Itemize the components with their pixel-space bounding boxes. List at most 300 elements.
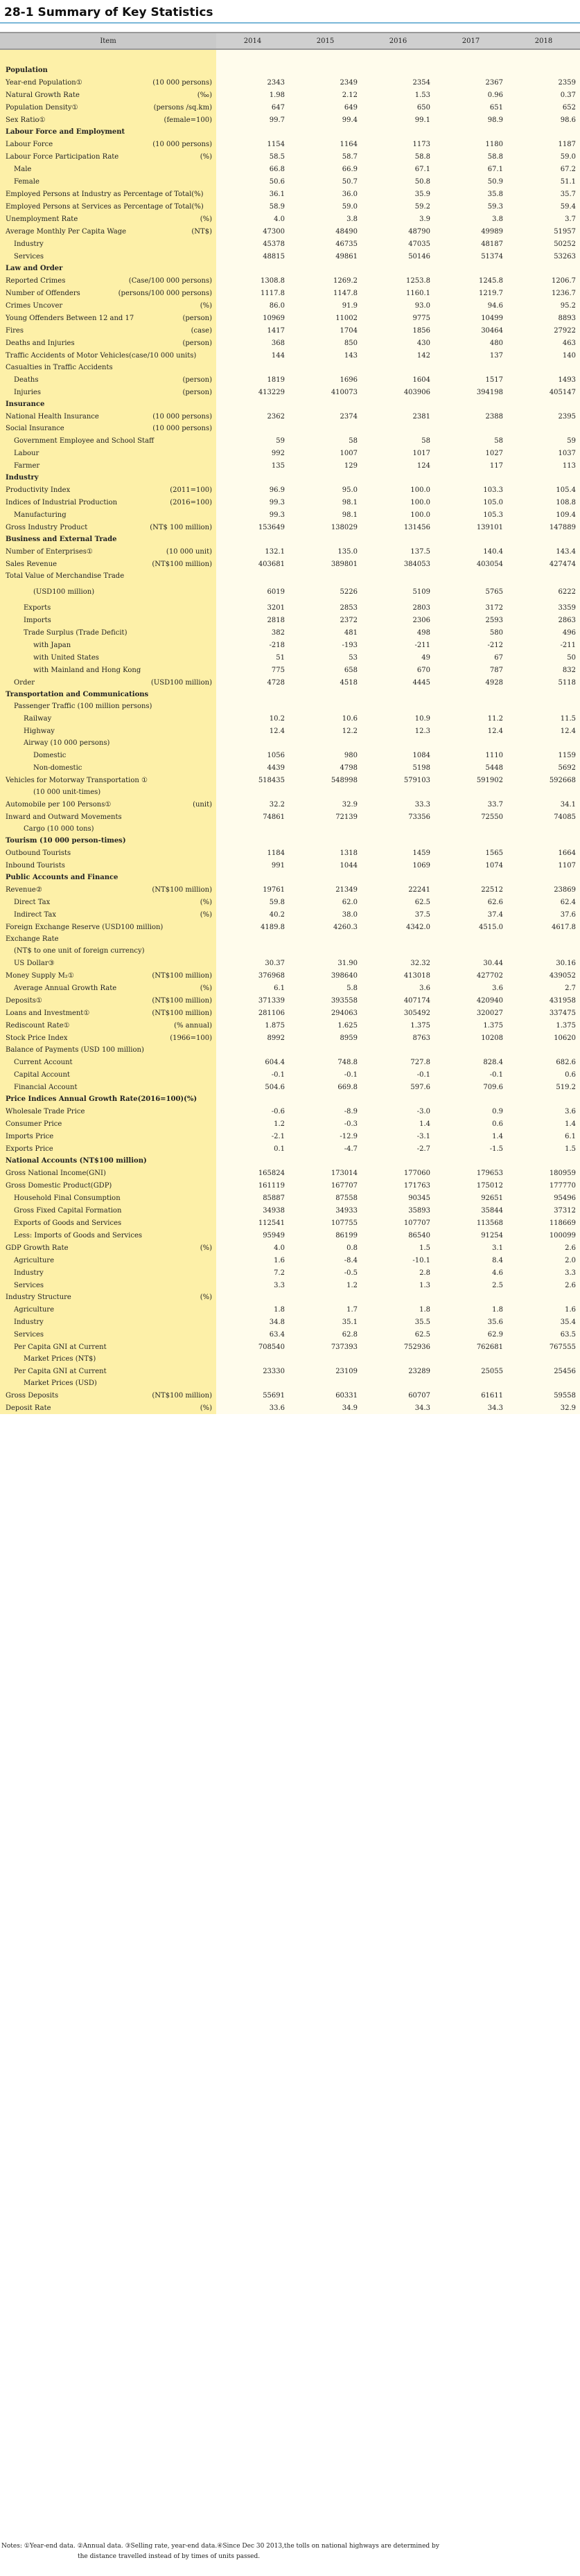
value-cell: 393558 <box>289 994 362 1007</box>
row-label: Traffic Accidents of Motor Vehicles(case/10 000 units) <box>6 351 197 360</box>
value-cell: 35.6 <box>434 1316 507 1328</box>
value-cell: 2818 <box>216 614 289 626</box>
row-unit: (%) <box>200 301 212 310</box>
value-cell: 371339 <box>216 994 289 1007</box>
value-cell: 992 <box>216 447 289 459</box>
value-cell: 2395 <box>507 410 580 423</box>
row-label-cell <box>0 1316 216 1328</box>
value-cell: 99.1 <box>362 114 434 126</box>
value-cell: 50.7 <box>289 175 362 188</box>
value-cell: 31.90 <box>289 957 362 969</box>
value-cell: 11002 <box>289 312 362 324</box>
table-row <box>0 1267 580 1279</box>
value-cell: 95.2 <box>507 299 580 312</box>
row-unit: (NT$ 100 million) <box>150 523 212 531</box>
value-cell: 1236.7 <box>507 287 580 299</box>
value-cell <box>216 423 289 434</box>
value-cell: 7.2 <box>216 1267 289 1279</box>
table-row <box>0 1143 580 1155</box>
value-cell: 389801 <box>289 558 362 570</box>
row-label: Fires <box>6 326 24 335</box>
row-label: Wholesale Trade Price <box>6 1107 85 1115</box>
table-row <box>0 908 580 921</box>
value-cell <box>216 786 289 798</box>
value-cell: 72550 <box>434 811 507 823</box>
value-cell <box>434 786 507 798</box>
row-label-cell <box>0 712 216 725</box>
table-row <box>0 213 580 225</box>
table-row <box>0 1316 580 1328</box>
row-unit: (%) <box>200 152 212 161</box>
row-label: Unemployment Rate <box>6 215 78 223</box>
table-row <box>0 496 580 509</box>
value-cell: 142 <box>362 349 434 362</box>
value-cell: 1.5 <box>362 1242 434 1254</box>
value-cell: 4515.0 <box>434 921 507 933</box>
row-label-cell <box>0 883 216 896</box>
value-cell: 100.0 <box>362 509 434 521</box>
footnotes <box>1 2541 577 2562</box>
value-cell: 58 <box>289 434 362 447</box>
row-label-cell <box>0 274 216 287</box>
value-cell <box>434 700 507 712</box>
value-cell: 1.7 <box>289 1303 362 1316</box>
value-cell: 1417 <box>216 324 289 337</box>
value-cell: 2.0 <box>507 1254 580 1267</box>
title-rule <box>0 22 580 24</box>
value-cell: 62.9 <box>434 1328 507 1341</box>
row-label-cell <box>0 1341 216 1353</box>
value-cell: 34933 <box>289 1204 362 1217</box>
value-cell: 180959 <box>507 1167 580 1179</box>
section-header-row <box>0 1093 580 1105</box>
value-cell: 709.6 <box>434 1081 507 1093</box>
row-label: Inbound Tourists <box>6 861 65 870</box>
row-label-cell <box>0 373 216 386</box>
row-label-cell <box>0 89 216 101</box>
value-cell <box>216 362 289 373</box>
table-row <box>0 725 580 737</box>
value-cell: 153649 <box>216 521 289 533</box>
value-cell: 86540 <box>362 1229 434 1242</box>
table-row <box>0 811 580 823</box>
value-cell: -3.1 <box>362 1130 434 1143</box>
value-cell: 1318 <box>289 847 362 859</box>
value-cell: 1184 <box>216 847 289 859</box>
row-unit: (NT$100 million) <box>152 885 212 894</box>
value-cell: 1.53 <box>362 89 434 101</box>
row-label-cell <box>0 601 216 614</box>
value-cell <box>216 1155 289 1167</box>
value-cell <box>362 1155 434 1167</box>
value-cell: 30.44 <box>434 957 507 969</box>
section-header-row <box>0 689 580 700</box>
value-cell: 2853 <box>289 601 362 614</box>
row-label-cell <box>0 287 216 299</box>
value-cell <box>507 533 580 545</box>
value-cell: 1.375 <box>362 1019 434 1032</box>
section-header-row <box>0 263 580 274</box>
value-cell: 337475 <box>507 1007 580 1019</box>
value-cell: 87558 <box>289 1192 362 1204</box>
value-cell: 1493 <box>507 373 580 386</box>
table-row <box>0 1402 580 1414</box>
row-label: Direct Tax <box>14 898 51 906</box>
value-cell <box>289 945 362 957</box>
row-label-cell <box>0 835 216 847</box>
value-cell: 670 <box>362 664 434 676</box>
table-row <box>0 737 580 749</box>
value-cell: 727.8 <box>362 1056 434 1068</box>
value-cell: 49861 <box>289 250 362 263</box>
value-cell <box>434 1155 507 1167</box>
footnote-line: Notes: ①Year-end data. ②Annual data. ③Selling rate, year-end data.④Since Dec 30 2013,the tolls on national highways are determined by <box>1 2543 439 2550</box>
value-cell <box>434 64 507 76</box>
value-cell: 2388 <box>434 410 507 423</box>
value-cell: 32.9 <box>289 798 362 811</box>
row-label-cell <box>0 1353 216 1365</box>
value-cell: 85887 <box>216 1192 289 1204</box>
row-label: Passenger Traffic (100 million persons) <box>14 703 152 710</box>
table-row <box>0 312 580 324</box>
value-cell: 132.1 <box>216 545 289 558</box>
value-cell: 2.12 <box>289 89 362 101</box>
header-year: 2015 <box>289 33 362 49</box>
footnote-line: the distance travelled instead of by times of units passed. <box>78 2553 261 2560</box>
value-cell: 3.9 <box>362 213 434 225</box>
row-label-cell <box>0 1204 216 1217</box>
row-label-cell <box>0 811 216 823</box>
section-header-row <box>0 126 580 138</box>
value-cell <box>434 737 507 749</box>
value-cell <box>216 737 289 749</box>
row-label-cell <box>0 614 216 626</box>
value-cell: 1704 <box>289 324 362 337</box>
value-cell: 30.16 <box>507 957 580 969</box>
row-label-cell <box>0 312 216 324</box>
row-label: Indices of Industrial Production <box>6 498 118 506</box>
value-cell: 0.96 <box>434 89 507 101</box>
row-label: US Dollar③ <box>14 959 55 967</box>
value-cell: 0.6 <box>434 1118 507 1130</box>
table-row <box>0 847 580 859</box>
row-label: Services <box>14 252 44 261</box>
row-label-cell <box>0 570 216 582</box>
row-label-cell <box>0 200 216 213</box>
section-header-row <box>0 835 580 847</box>
table-row <box>0 774 580 786</box>
row-unit: (USD100 million) <box>150 678 212 687</box>
value-cell <box>362 823 434 835</box>
value-cell: 1037 <box>507 447 580 459</box>
value-cell: 12.2 <box>289 725 362 737</box>
value-cell: 1117.8 <box>216 287 289 299</box>
row-label: Exports <box>24 603 51 612</box>
value-cell: 113 <box>507 459 580 472</box>
value-cell: 95.0 <box>289 484 362 496</box>
value-cell <box>362 872 434 883</box>
value-cell: -218 <box>216 639 289 651</box>
value-cell <box>216 1291 289 1303</box>
value-cell: 59.0 <box>289 200 362 213</box>
row-label-cell <box>0 774 216 786</box>
row-label-cell <box>0 1105 216 1118</box>
table-row <box>0 76 580 89</box>
value-cell <box>216 700 289 712</box>
value-cell: 592668 <box>507 774 580 786</box>
table-row <box>0 410 580 423</box>
row-label-cell <box>0 994 216 1007</box>
value-cell <box>216 126 289 138</box>
value-cell: 48490 <box>289 225 362 238</box>
row-label: Revenue② <box>6 885 42 894</box>
value-cell: 4445 <box>362 676 434 689</box>
value-cell: 5692 <box>507 761 580 774</box>
section-title: Population <box>6 67 48 74</box>
value-cell: 1.2 <box>289 1279 362 1291</box>
value-cell: 1.875 <box>216 1019 289 1032</box>
row-label-cell <box>0 933 216 945</box>
table-row <box>0 945 580 957</box>
row-label-cell <box>0 725 216 737</box>
table-row <box>0 225 580 238</box>
value-cell <box>289 700 362 712</box>
value-cell: 62.0 <box>289 896 362 908</box>
value-cell: 2359 <box>507 76 580 89</box>
value-cell: 58.5 <box>216 150 289 163</box>
value-cell <box>362 786 434 798</box>
value-cell: 828.4 <box>434 1056 507 1068</box>
value-cell: 60331 <box>289 1389 362 1402</box>
value-cell <box>434 398 507 410</box>
row-label: Agriculture <box>14 1256 54 1264</box>
value-cell: 991 <box>216 859 289 872</box>
value-cell: 140.4 <box>434 545 507 558</box>
table-row <box>0 484 580 496</box>
value-cell: 12.4 <box>507 725 580 737</box>
value-cell: -211 <box>507 639 580 651</box>
value-cell <box>289 1353 362 1365</box>
value-cell <box>507 263 580 274</box>
row-label: Vehicles for Motorway Transportation ① <box>6 776 148 784</box>
row-label: Domestic <box>33 751 67 759</box>
value-cell: 5109 <box>362 582 434 601</box>
value-cell <box>216 64 289 76</box>
value-cell: 1159 <box>507 749 580 761</box>
row-label-cell <box>0 1229 216 1242</box>
row-unit: (%) <box>200 1404 212 1412</box>
value-cell: 30.37 <box>216 957 289 969</box>
row-label: Gross Industry Product <box>6 523 88 531</box>
value-cell: 1.98 <box>216 89 289 101</box>
row-label-cell <box>0 761 216 774</box>
value-cell: 0.9 <box>434 1105 507 1118</box>
value-cell: 8763 <box>362 1032 434 1044</box>
value-cell: 669.8 <box>289 1081 362 1093</box>
value-cell: 2343 <box>216 76 289 89</box>
row-label: Year-end Population① <box>6 78 82 87</box>
value-cell: 34.3 <box>434 1402 507 1414</box>
value-cell: 59.2 <box>362 200 434 213</box>
row-label-cell <box>0 1044 216 1056</box>
value-cell: 67.1 <box>362 163 434 175</box>
value-cell: 405147 <box>507 386 580 398</box>
value-cell <box>507 786 580 798</box>
row-label: Outbound Tourists <box>6 849 71 857</box>
value-cell: 107755 <box>289 1217 362 1229</box>
table-row <box>0 786 580 798</box>
value-cell: 99.3 <box>216 509 289 521</box>
table-row <box>0 798 580 811</box>
value-cell <box>434 263 507 274</box>
table-row <box>0 1081 580 1093</box>
row-label-cell <box>0 533 216 545</box>
table-row <box>0 1229 580 1242</box>
value-cell: 504.6 <box>216 1081 289 1093</box>
value-cell: 48815 <box>216 250 289 263</box>
value-cell: 45378 <box>216 238 289 250</box>
value-cell <box>507 835 580 847</box>
value-cell <box>216 1377 289 1389</box>
value-cell: 8959 <box>289 1032 362 1044</box>
row-unit: (person) <box>182 376 212 384</box>
row-label-cell <box>0 213 216 225</box>
value-cell: 86199 <box>289 1229 362 1242</box>
value-cell <box>434 362 507 373</box>
value-cell: 1084 <box>362 749 434 761</box>
row-unit: (%) <box>200 898 212 906</box>
table-row <box>0 896 580 908</box>
section-title: Business and External Trade <box>6 536 117 543</box>
row-unit: (person) <box>182 314 212 322</box>
row-label-cell <box>0 558 216 570</box>
section-header-row <box>0 872 580 883</box>
value-cell <box>289 1093 362 1105</box>
row-label-cell <box>0 651 216 664</box>
value-cell: 37.6 <box>507 908 580 921</box>
value-cell <box>362 1377 434 1389</box>
value-cell: 100099 <box>507 1229 580 1242</box>
row-label-cell <box>0 472 216 484</box>
value-cell <box>434 945 507 957</box>
value-cell <box>216 689 289 700</box>
value-cell: -0.1 <box>362 1068 434 1081</box>
value-cell: 427474 <box>507 558 580 570</box>
value-cell <box>289 126 362 138</box>
value-cell: 3.3 <box>507 1267 580 1279</box>
value-cell <box>434 533 507 545</box>
value-cell: 173014 <box>289 1167 362 1179</box>
table-row <box>0 373 580 386</box>
row-label: Automobile per 100 Persons① <box>6 800 112 809</box>
value-cell: 12.3 <box>362 725 434 737</box>
value-cell: 66.8 <box>216 163 289 175</box>
value-cell: 1.4 <box>434 1130 507 1143</box>
value-cell: 1.625 <box>289 1019 362 1032</box>
value-cell: 0.37 <box>507 89 580 101</box>
value-cell: 1856 <box>362 324 434 337</box>
row-label: Per Capita GNI at Current <box>14 1367 107 1375</box>
row-label-cell <box>0 896 216 908</box>
value-cell: 2.7 <box>507 982 580 994</box>
row-label: Labour <box>14 449 39 457</box>
value-cell: 99.7 <box>216 114 289 126</box>
value-cell <box>362 570 434 582</box>
table-row <box>0 89 580 101</box>
value-cell <box>289 933 362 945</box>
value-cell: 72139 <box>289 811 362 823</box>
value-cell: 99.3 <box>216 496 289 509</box>
row-label: Manufacturing <box>14 511 67 519</box>
row-label-cell <box>0 175 216 188</box>
value-cell: 21349 <box>289 883 362 896</box>
row-label-cell <box>0 126 216 138</box>
row-label: (NT$ to one unit of foreign currency) <box>14 947 145 955</box>
value-cell <box>289 49 362 64</box>
table-row <box>0 238 580 250</box>
value-cell: 10.6 <box>289 712 362 725</box>
value-cell: 35844 <box>434 1204 507 1217</box>
table-row <box>0 101 580 114</box>
value-cell <box>362 398 434 410</box>
value-cell: 3201 <box>216 601 289 614</box>
row-label-cell <box>0 859 216 872</box>
row-label: Deposit Rate <box>6 1404 51 1412</box>
value-cell: 5765 <box>434 582 507 601</box>
row-label-cell <box>0 1167 216 1179</box>
value-cell: 19761 <box>216 883 289 896</box>
value-cell: 60707 <box>362 1389 434 1402</box>
value-cell: 1164 <box>289 138 362 150</box>
row-label-cell <box>0 1118 216 1130</box>
value-cell: 95496 <box>507 1192 580 1204</box>
value-cell: 33.3 <box>362 798 434 811</box>
table-row <box>0 1217 580 1229</box>
value-cell: 1110 <box>434 749 507 761</box>
row-label-cell <box>0 1019 216 1032</box>
header-item: Item <box>0 33 216 49</box>
row-label-cell <box>0 138 216 150</box>
value-cell: 33.6 <box>216 1402 289 1414</box>
value-cell: 67.1 <box>434 163 507 175</box>
value-cell: 2367 <box>434 76 507 89</box>
value-cell: 4928 <box>434 676 507 689</box>
value-cell: 34.9 <box>289 1402 362 1414</box>
value-cell: 37312 <box>507 1204 580 1217</box>
table-row <box>0 1167 580 1179</box>
value-cell: 658 <box>289 664 362 676</box>
value-cell: 59.8 <box>216 896 289 908</box>
value-cell: 305492 <box>362 1007 434 1019</box>
value-cell <box>507 689 580 700</box>
value-cell: 4518 <box>289 676 362 689</box>
table-row <box>0 1007 580 1019</box>
section-header-row <box>0 533 580 545</box>
header-year: 2018 <box>507 33 580 49</box>
value-cell: 1565 <box>434 847 507 859</box>
row-label-cell <box>0 447 216 459</box>
value-cell <box>434 570 507 582</box>
value-cell: 50146 <box>362 250 434 263</box>
section-title: Price Indices Annual Growth Rate(2016=100)(%) <box>6 1095 197 1103</box>
section-title: National Accounts (NT$100 million) <box>6 1157 147 1165</box>
value-cell: 105.0 <box>434 496 507 509</box>
row-label-cell <box>0 982 216 994</box>
row-label-cell <box>0 969 216 982</box>
table-row <box>0 823 580 835</box>
row-label-cell <box>0 1217 216 1229</box>
row-label-cell <box>0 238 216 250</box>
